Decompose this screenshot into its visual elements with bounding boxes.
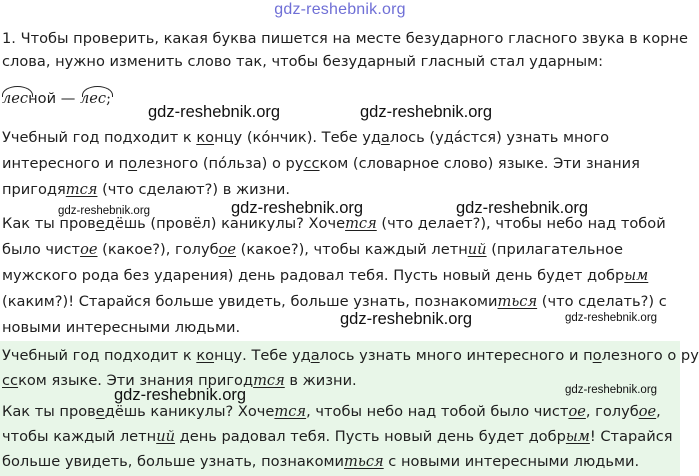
highlighted-ending: ое	[80, 241, 98, 258]
text-segment: дёшь (провёл) каникулы? Хоче	[104, 215, 346, 232]
highlighted-ending: тся	[274, 403, 307, 420]
text-segment: Как ты пров	[2, 403, 96, 420]
text-segment: лезного (по́льза) о ру	[137, 155, 304, 172]
text-segment: мужского рода без ударения) день радовал тебя. Пусть новый день будет добр	[2, 267, 625, 284]
watermark: gdz-reshebnik.org	[114, 386, 247, 404]
text-segment: было чист	[2, 241, 81, 258]
highlighted-letter: сс	[303, 155, 320, 172]
highlighted-letter: а	[310, 347, 320, 364]
text-line	[2, 153, 640, 175]
text-segment: чтобы каждый летн	[2, 428, 157, 445]
example-root: лес	[2, 90, 29, 107]
rule-line-1: 1. Чтобы проверить, какая буква пишется на месте безударного гласного звука в корне	[2, 30, 688, 47]
text-segment: (что сделать?) с	[537, 293, 667, 310]
example-semicolon: ;	[106, 90, 111, 107]
highlighted-letter: ко	[196, 347, 215, 364]
highlighted-letter: сс	[2, 372, 19, 389]
highlighted-letter: е	[95, 215, 105, 232]
text-segment: нцу. Тебе уд	[214, 347, 311, 364]
text-line	[2, 291, 667, 313]
text-segment: новыми интересными людьми.	[2, 319, 241, 336]
root-arc-mark-2	[82, 86, 113, 97]
text-segment: день радовал тебя. Пусть новый день будет добр	[175, 428, 566, 445]
highlighted-ending: ий	[467, 241, 487, 258]
text-segment: ком языке. Эти знания пригод	[18, 372, 254, 389]
text-segment: Как ты пров	[2, 215, 96, 232]
watermark: gdz-reshebnik.org	[456, 199, 589, 217]
text-segment: в жизни.	[284, 372, 357, 389]
highlighted-ending: тся	[253, 372, 285, 389]
highlighted-ending: ться	[344, 453, 384, 470]
highlighted-ending: тся	[65, 181, 98, 198]
text-segment: (что сделают?) в жизни.	[97, 181, 291, 198]
watermark: gdz-reshebnik.org	[340, 310, 473, 328]
example-dash: —	[56, 90, 80, 107]
highlighted-ending: ий	[156, 428, 176, 445]
text-segment: пригодя	[2, 181, 66, 198]
watermark: gdz-reshebnik.org	[360, 103, 493, 121]
text-segment: больше увидеть, больше узнать, познакоми	[2, 453, 345, 470]
text-line	[2, 265, 648, 287]
watermark: gdz-reshebnik.org	[148, 103, 281, 121]
text-line	[2, 401, 661, 423]
highlighted-letter: о	[128, 155, 138, 172]
text-line	[2, 451, 639, 473]
highlighted-ending: ым	[565, 428, 590, 445]
highlighted-ending: ое	[218, 241, 237, 258]
text-segment: (что делает?), чтобы небо над тобой	[376, 215, 666, 232]
site-header[interactable]: gdz-reshebnik.org	[274, 1, 406, 18]
highlighted-ending: тся	[345, 215, 377, 232]
highlighted-ending: ым	[624, 267, 649, 284]
text-segment: Учебный год подходит к	[2, 129, 197, 146]
text-segment: , чтобы небо над тобой было чист	[306, 403, 569, 420]
text-segment: лось узнать много интересного и п	[319, 347, 593, 364]
highlighted-ending: ое	[638, 403, 657, 420]
text-segment: (какое?), чтобы каждый летн	[236, 241, 468, 258]
text-segment: ! Старайся	[589, 428, 673, 445]
text-line	[2, 317, 240, 339]
highlighted-ending: ться	[497, 293, 538, 310]
text-segment: интересного и п	[2, 155, 129, 172]
text-line	[2, 345, 699, 367]
text-segment: лось (уда́стся) узнать много	[389, 129, 610, 146]
highlighted-letter: о	[592, 347, 602, 364]
root-arc-mark	[2, 86, 33, 97]
text-segment: (какое?), голуб	[97, 241, 219, 258]
text-segment: (прилагательное	[486, 241, 623, 258]
text-line	[2, 426, 673, 448]
highlighted-letter: ко	[196, 129, 215, 146]
highlighted-ending: ое	[568, 403, 586, 420]
highlighted-letter: а	[380, 129, 390, 146]
example-ending: ной	[28, 90, 57, 107]
watermark: gdz-reshebnik.org	[565, 384, 658, 396]
text-segment: лезного о ру	[601, 347, 699, 364]
text-segment: (каким?)! Старайся больше увидеть, больше узнать, познакоми	[2, 293, 498, 310]
watermark: gdz-reshebnik.org	[565, 312, 658, 324]
highlighted-letter: е	[95, 403, 105, 420]
text-segment: ,	[656, 403, 661, 420]
text-segment: с новыми интересными людьми.	[383, 453, 640, 470]
text-segment: , голуб	[585, 403, 639, 420]
text-line	[2, 127, 609, 149]
watermark: gdz-reshebnik.org	[231, 199, 364, 217]
text-line	[2, 239, 623, 261]
rule-line-2: слова, нужно изменить слово так, чтобы безударный гласный стал ударным:	[2, 53, 604, 70]
text-segment: дёшь каникулы? Хоче	[104, 403, 275, 420]
example-check-word: лес	[79, 90, 107, 107]
watermark: gdz-reshebnik.org	[58, 205, 151, 217]
text-line	[2, 179, 290, 201]
text-segment: нцу (ко́нчик). Тебе уд	[214, 129, 381, 146]
text-segment: ком (словарное слово) языке. Эти знания	[319, 155, 640, 172]
text-segment: Учебный год подходит к	[2, 347, 197, 364]
